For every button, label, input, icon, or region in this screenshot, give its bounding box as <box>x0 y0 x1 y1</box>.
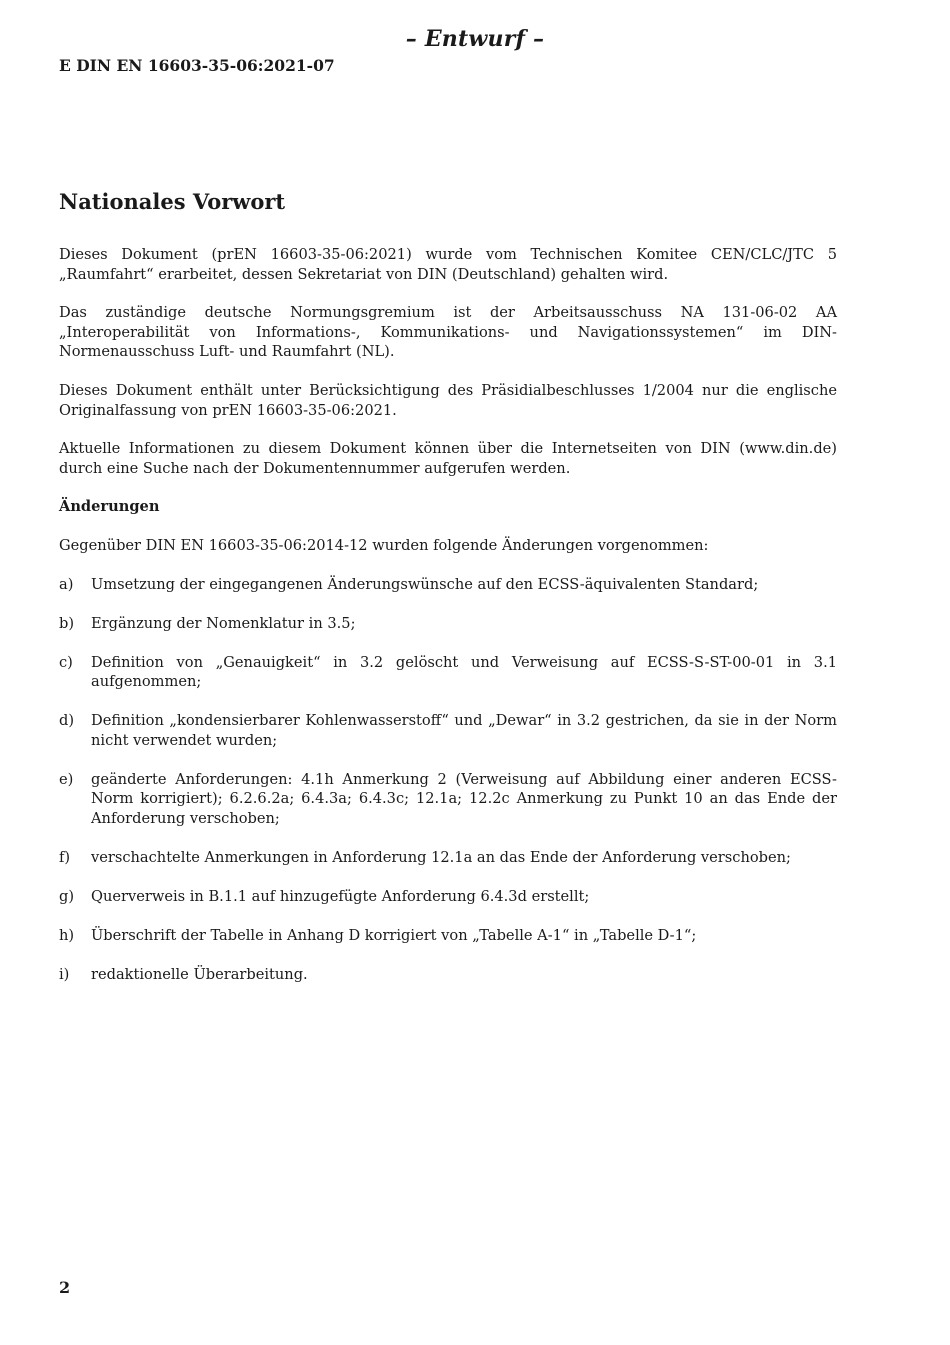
page-content <box>59 188 837 1004</box>
list-item-text: Definition „kondensierbarer Kohlenwasserstoff“ und „Dewar“ in 3.2 gestrichen, da sie in der Norm nicht verwendet wurden; <box>91 712 837 749</box>
list-item-text: geänderte Anforderungen: 4.1h Anmerkung 2 (Verweisung auf Abbildung einer anderen ECSS-Norm korrigiert); 6.2.6.2a; 6.4.3a; 6.4.3c; 12.1a; 12.2c Anmerkung zu Punkt 10 an das Ende der Anforderung verschoben; <box>91 770 837 827</box>
list-item <box>59 848 837 868</box>
list-item-letter: b) <box>59 614 75 632</box>
foreword-paragraph: Dieses Dokument (prEN 16603-35-06:2021) wurde vom Technischen Komitee CEN/CLC/JTC 5 „Raumfahrt“ erarbeitet, dessen Sekretariat von DIN (Deutschland) gehalten wird. <box>59 246 837 283</box>
list-item-text: Umsetzung der eingegangenen Änderungswünsche auf den ECSS-äquivalenten Standard; <box>91 575 759 593</box>
list-item <box>59 575 837 595</box>
changes-list <box>59 575 837 985</box>
list-item-letter: i) <box>59 965 70 983</box>
changes-intro: Gegenüber DIN EN 16603-35-06:2014-12 wurden folgende Änderungen vorgenommen: <box>59 536 709 554</box>
list-item <box>59 965 837 985</box>
list-item <box>59 711 837 750</box>
foreword-paragraph: Aktuelle Informationen zu diesem Dokument können über die Internetseiten von DIN (www.din.de) durch eine Suche nach der Dokumentennummer aufgerufen werden. <box>59 440 837 477</box>
list-item <box>59 653 837 692</box>
list-item-letter: d) <box>59 712 75 730</box>
list-item <box>59 887 837 907</box>
list-item-text: Ergänzung der Nomenklatur in 3.5; <box>91 614 356 632</box>
list-item-letter: a) <box>59 575 74 593</box>
list-item <box>59 926 837 946</box>
changes-heading: Änderungen <box>59 498 160 516</box>
draft-mark: – Entwurf – <box>405 26 545 52</box>
list-item-text: Überschrift der Tabelle in Anhang D korrigiert von „Tabelle A-1“ in „Tabelle D-1“; <box>91 926 697 944</box>
foreword-paragraph: Dieses Dokument enthält unter Berücksichtigung des Präsidialbeschlusses 1/2004 nur die englische Originalfassung von prEN 16603-35-06:2021. <box>59 381 837 419</box>
list-item-letter: g) <box>59 887 75 905</box>
list-item-letter: e) <box>59 770 74 788</box>
page-number: 2 <box>59 1278 71 1297</box>
list-item <box>59 614 837 634</box>
list-item <box>59 770 837 829</box>
list-item-text: verschachtelte Anmerkungen in Anforderung 12.1a an das Ende der Anforderung verschoben; <box>91 848 791 866</box>
section-title: Nationales Vorwort <box>59 189 286 214</box>
list-item-letter: c) <box>59 653 73 671</box>
list-item-letter: h) <box>59 926 75 944</box>
document-id: E DIN EN 16603-35-06:2021-07 <box>59 56 335 75</box>
list-item-text: Definition von „Genauigkeit“ in 3.2 gelöscht und Verweisung auf ECSS-S-ST-00-01 in 3.1 aufgenommen; <box>91 653 837 691</box>
list-item-text: redaktionelle Überarbeitung. <box>91 965 308 983</box>
list-item-text: Querverweis in B.1.1 auf hinzugefügte Anforderung 6.4.3d erstellt; <box>91 887 590 905</box>
list-item-letter: f) <box>59 848 71 866</box>
foreword-paragraph: Das zuständige deutsche Normungsgremium ist der Arbeitsausschuss NA 131-06-02 AA „Interoperabilität von Informations-, Kommunikations- und Navigationssystemen“ im DIN-Normenausschuss Luft- und Raumfahrt (NL). <box>59 304 837 361</box>
